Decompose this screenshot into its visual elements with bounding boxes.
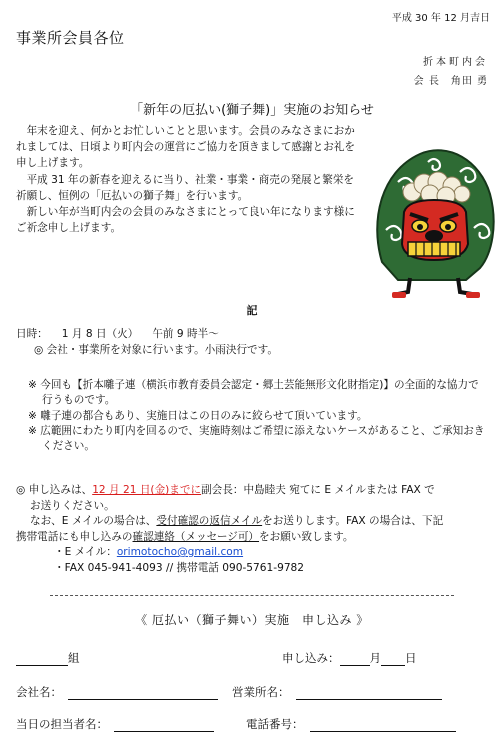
- apply-line-cont: お送りください。: [30, 499, 115, 512]
- apply-line-2: [16, 514, 492, 530]
- shishimai-lion-illustration: [368, 142, 498, 302]
- body-paragraph: 平成 31 年の新春を迎えるに当り、社業・事業・商売の発展と繁栄を祈願し、恒例の「厄払いの獅子舞」を行います。: [16, 173, 355, 202]
- office-input-line[interactable]: [296, 685, 442, 700]
- company-label: 会社名：: [16, 685, 62, 699]
- company-input-line[interactable]: [68, 685, 218, 700]
- fax-phone-line: ・FAX 045-941-4093 // 携帯電話 090-5761-9782: [54, 561, 305, 574]
- office-field: [232, 684, 442, 700]
- apply-date-label: 申し込み：: [282, 651, 340, 665]
- email-label: ・E メイル：: [54, 546, 117, 558]
- apply-date-field: [282, 650, 417, 666]
- body-paragraph: 年末を迎え、何かとお忙しいことと思います。会員のみなさまにおかれましては、日頃より町内会の運営にご協力を頂きまして感謝とお礼を申し上げます。: [16, 125, 355, 170]
- day-input-line[interactable]: [381, 651, 405, 666]
- email-line: [16, 545, 492, 561]
- notice-body: [16, 123, 360, 236]
- contact-label: 当日の担当者名：: [16, 717, 108, 731]
- apply-confirm-note: 確認連絡（メッセージ可）: [132, 530, 260, 543]
- notes-section: [16, 378, 486, 454]
- schedule-time: 午前 9 時半〜: [152, 328, 219, 340]
- recipient-heading: 事業所会員各位: [16, 29, 125, 47]
- apply-line-3: [16, 530, 492, 546]
- apply-text: 携帯電話にも申し込みの: [16, 530, 133, 543]
- phone-field: [246, 716, 456, 732]
- phone-label: 電話番号：: [246, 717, 304, 731]
- schedule-date: 1 月 8 日（火）: [61, 328, 139, 340]
- application-instructions: [16, 483, 492, 576]
- apply-deadline: 12 月 21 日(金)までに: [92, 484, 202, 496]
- company-field: [16, 684, 218, 700]
- apply-lead: ◎ 申し込みは、: [16, 484, 93, 496]
- apply-text: をお願い致します。: [259, 530, 354, 543]
- group-input-line[interactable]: [16, 651, 68, 666]
- ki-heading: 記: [246, 304, 258, 317]
- apply-text: をお送りします。FAX の場合は、下記: [262, 515, 444, 527]
- contact-field: [16, 716, 214, 732]
- notice-title: 「新年の厄払い(獅子舞)」実施のお知らせ: [130, 103, 374, 118]
- apply-recipient: 副会長：中島睦夫 宛てに E メイルまたは FAX で: [201, 484, 435, 496]
- sender-name: 会 長 角田 勇: [413, 76, 488, 87]
- month-input-line[interactable]: [340, 651, 370, 666]
- month-label: 月: [369, 651, 381, 665]
- schedule-label: 日時：: [16, 328, 48, 340]
- group-label: 組: [68, 651, 80, 665]
- group-field: [16, 650, 80, 666]
- office-label: 営業所名：: [232, 685, 290, 699]
- email-link[interactable]: orimotocho@gmail.com: [116, 546, 244, 558]
- schedule-note: ◎ 会社・事業所を対象に行います。小雨決行です。: [34, 344, 278, 356]
- schedule-section: [16, 326, 278, 358]
- schedule-datetime: [16, 326, 278, 342]
- note-item: ※ 広範囲にわたり町内を回るので、実施時刻はご希望に添えないケースがあること、ご承知おきください。: [28, 424, 485, 453]
- contact-input-line[interactable]: [114, 717, 214, 732]
- form-title: 《 厄払い（獅子舞い）実施 申し込み 》: [135, 613, 369, 627]
- phone-input-line[interactable]: [310, 717, 456, 732]
- note-item: ※ 囃子連の都合もあり、実施日はこの日のみに絞らせて頂いています。: [28, 409, 368, 422]
- dashed-divider: [50, 595, 454, 596]
- apply-reply-note: 受付確認の返信メイル: [156, 515, 263, 527]
- day-label: 日: [405, 651, 417, 665]
- organization-name: 折本町内会: [423, 57, 488, 68]
- document-date: 平成 30 年 12 月吉日: [391, 13, 490, 24]
- body-paragraph: 新しい年が当町内会の会員のみなさまにとって良い年になります様にご祈念申し上げます。: [16, 206, 355, 235]
- apply-text: なお、E メイルの場合は、: [30, 515, 157, 527]
- note-item: ※ 今回も【折本囃子連（横浜市教育委員会認定・郷土芸能無形文化財指定)】の全面的な協力で行うものです。: [28, 379, 479, 407]
- apply-line-1: [16, 483, 492, 499]
